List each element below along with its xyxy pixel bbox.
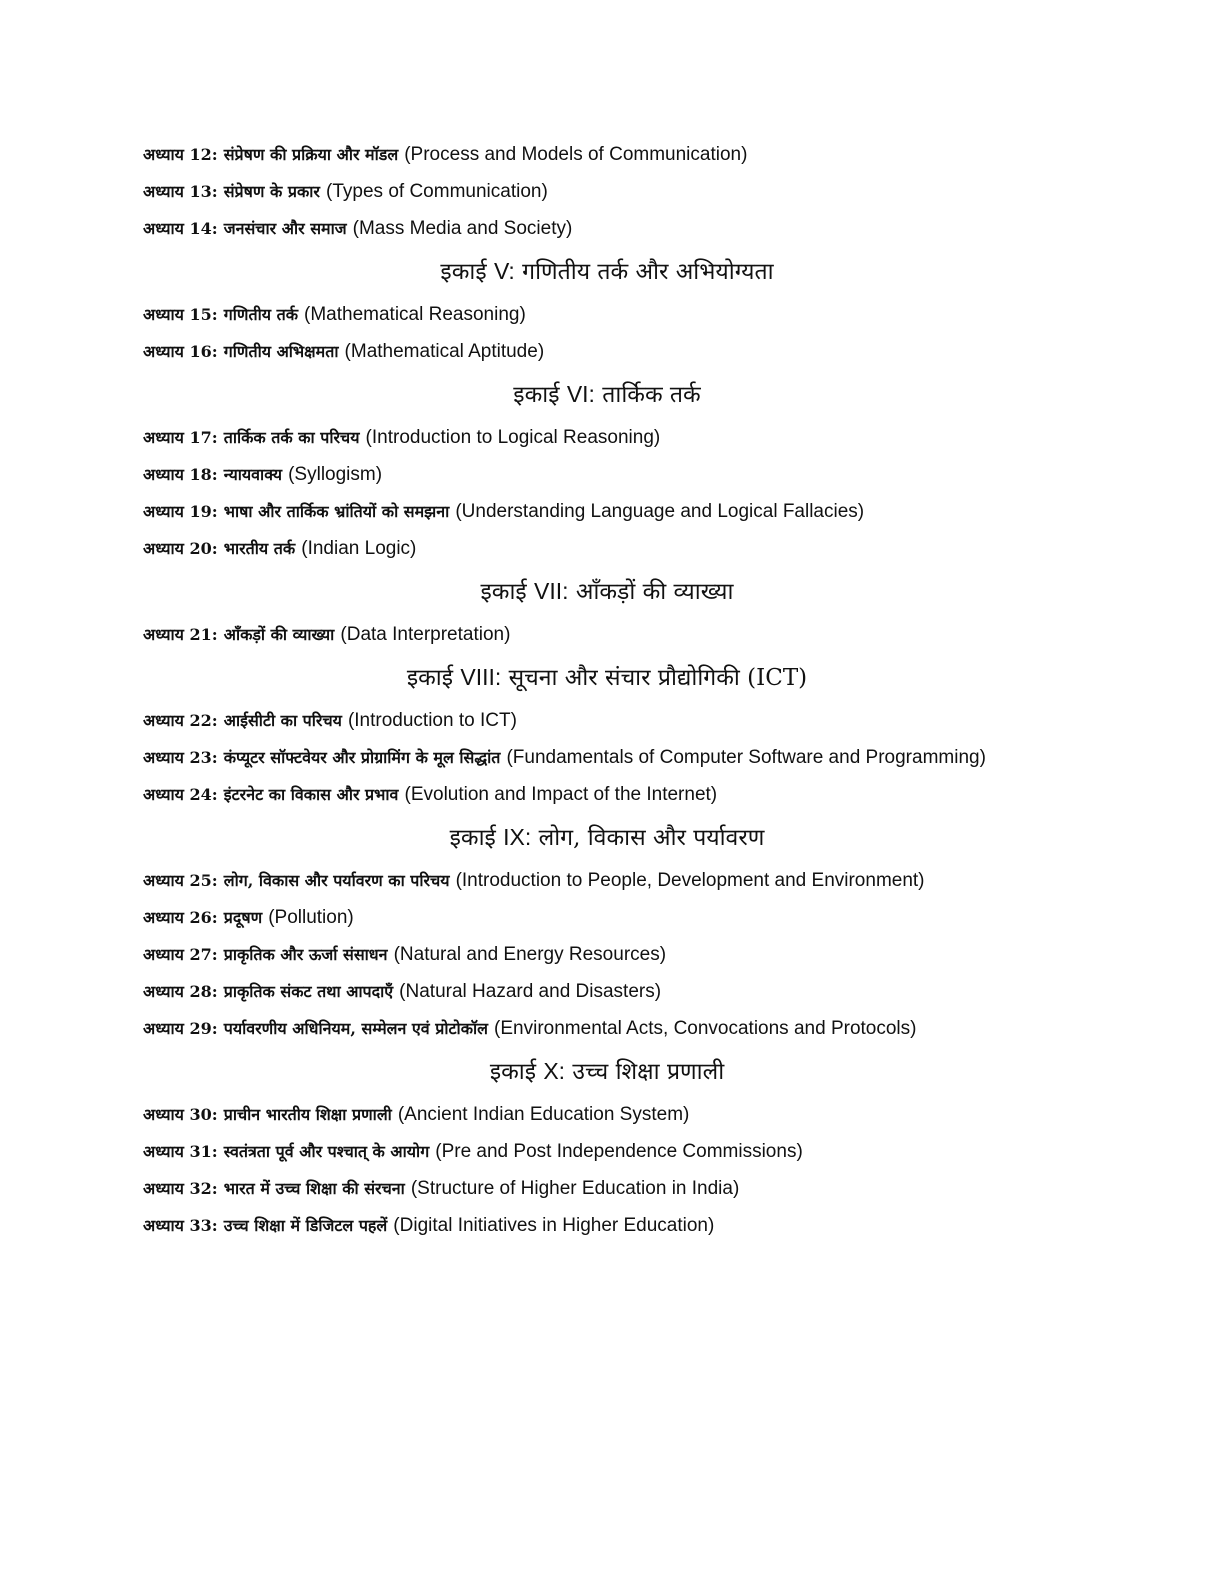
chapter-entry [143,532,1071,565]
chapter-title-hindi: आँकड़ों की व्याख्या [223,625,335,644]
unit-heading [143,573,1071,610]
chapter-title-english: (Pollution) [268,907,354,928]
chapter-title-english: (Process and Models of Communication) [404,144,748,165]
chapter-entry [143,704,1071,737]
unit-prefix: इकाई [406,665,454,691]
chapter-title-hindi: पर्यावरणीय अधिनियम, सम्मेलन एवं प्रोटोकॉल [223,1019,488,1038]
chapter-title-hindi: स्वतंत्रता पूर्व और पश्चात् के आयोग [223,1142,430,1161]
chapter-title-hindi: प्राकृतिक संकट तथा आपदाएँ [223,982,394,1001]
chapter-list [143,138,1071,1242]
unit-title: तार्किक तर्क [602,382,701,408]
unit-prefix: इकाई [513,382,560,408]
unit-number: VIII: [460,664,502,690]
chapter-title-hindi: गणितीय अभिक्षमता [223,342,339,361]
unit-heading [143,253,1071,290]
chapter-title-hindi: लोग, विकास और पर्यावरण का परिचय [223,871,450,890]
chapter-title-hindi: जनसंचार और समाज [223,219,347,238]
chapter-entry [143,864,1071,897]
chapter-number: अध्याय 19: [143,502,218,521]
unit-prefix: इकाई [440,259,487,285]
chapter-entry [143,938,1071,971]
chapter-number: अध्याय 25: [143,871,218,890]
chapter-title-english: (Mass Media and Society) [352,218,573,239]
chapter-entry [143,1172,1071,1205]
chapter-entry [143,1098,1071,1131]
unit-title: उच्च शिक्षा प्रणाली [572,1059,725,1085]
chapter-title-hindi: आईसीटी का परिचय [223,711,342,730]
chapter-title-hindi: तार्किक तर्क का परिचय [223,428,360,447]
chapter-entry [143,778,1071,811]
chapter-number: अध्याय 29: [143,1019,218,1038]
unit-heading [143,376,1071,413]
unit-number: IX: [503,824,532,850]
chapter-title-hindi: प्रदूषण [223,908,263,927]
chapter-title-hindi: प्राकृतिक और ऊर्जा संसाधन [223,945,388,964]
chapter-title-english: (Indian Logic) [301,538,417,559]
chapter-number: अध्याय 12: [143,145,218,164]
chapter-title-hindi: भारतीय तर्क [223,539,296,558]
chapter-title-hindi: उच्च शिक्षा में डिजिटल पहलें [223,1216,388,1235]
chapter-title-english: (Mathematical Reasoning) [304,304,526,325]
chapter-title-hindi: न्यायवाक्य [223,465,283,484]
unit-title: गणितीय तर्क और अभियोग्यता [522,259,774,285]
chapter-entry [143,175,1071,208]
chapter-number: अध्याय 32: [143,1179,218,1198]
chapter-entry [143,298,1071,331]
unit-number: V: [493,258,515,284]
unit-title: सूचना और संचार प्रौद्योगिकी (ICT) [508,665,808,691]
chapter-entry [143,458,1071,491]
unit-number: X: [543,1058,566,1084]
chapter-entry [143,741,1071,774]
chapter-title-english: (Data Interpretation) [340,624,511,645]
unit-heading [143,1053,1071,1090]
chapter-title-english: (Fundamentals of Computer Software and Programming) [506,747,986,768]
chapter-number: अध्याय 21: [143,625,218,644]
chapter-number: अध्याय 27: [143,945,218,964]
chapter-title-hindi: संप्रेषण की प्रक्रिया और मॉडल [223,145,399,164]
chapter-number: अध्याय 23: [143,748,218,767]
chapter-entry [143,212,1071,245]
chapter-title-english: (Natural and Energy Resources) [393,944,667,965]
chapter-entry [143,335,1071,368]
chapter-number: अध्याय 13: [143,182,218,201]
unit-heading [143,819,1071,856]
chapter-entry [143,1012,1071,1045]
unit-number: VII: [534,578,569,604]
unit-prefix: इकाई [449,825,496,851]
chapter-title-hindi: इंटरनेट का विकास और प्रभाव [223,785,399,804]
chapter-title-english: (Types of Communication) [326,181,548,202]
chapter-number: अध्याय 20: [143,539,218,558]
chapter-title-english: (Natural Hazard and Disasters) [399,981,662,1002]
chapter-title-hindi: प्राचीन भारतीय शिक्षा प्रणाली [223,1105,392,1124]
chapter-title-english: (Structure of Higher Education in India) [410,1178,740,1199]
chapter-number: अध्याय 31: [143,1142,218,1161]
chapter-number: अध्याय 26: [143,908,218,927]
chapter-number: अध्याय 22: [143,711,218,730]
chapter-number: अध्याय 18: [143,465,218,484]
chapter-title-english: (Digital Initiatives in Higher Education) [393,1215,715,1236]
unit-heading [143,659,1071,696]
chapter-number: अध्याय 24: [143,785,218,804]
chapter-entry [143,618,1071,651]
chapter-number: अध्याय 30: [143,1105,218,1124]
syllabus-page [143,138,1071,1246]
chapter-number: अध्याय 28: [143,982,218,1001]
unit-number: VI: [566,381,595,407]
chapter-entry [143,1209,1071,1242]
chapter-title-hindi: गणितीय तर्क [223,305,298,324]
chapter-title-english: (Introduction to People, Development and Environment) [455,870,925,891]
chapter-title-english: (Evolution and Impact of the Internet) [404,784,718,805]
chapter-title-english: (Introduction to ICT) [347,710,517,731]
unit-title: आँकड़ों की व्याख्या [575,579,734,605]
chapter-title-english: (Pre and Post Independence Commissions) [435,1141,803,1162]
chapter-title-hindi: भाषा और तार्किक भ्रांतियों को समझना [223,502,450,521]
chapter-title-english: (Environmental Acts, Convocations and Protocols) [494,1018,917,1039]
chapter-entry [143,975,1071,1008]
chapter-title-english: (Ancient Indian Education System) [397,1104,690,1125]
chapter-entry [143,1135,1071,1168]
chapter-title-hindi: भारत में उच्च शिक्षा की संरचना [223,1179,405,1198]
chapter-number: अध्याय 14: [143,219,218,238]
chapter-title-english: (Introduction to Logical Reasoning) [365,427,661,448]
chapter-number: अध्याय 33: [143,1216,218,1235]
unit-title: लोग, विकास और पर्यावरण [538,825,765,851]
chapter-title-english: (Mathematical Aptitude) [344,341,545,362]
chapter-entry [143,421,1071,454]
chapter-number: अध्याय 17: [143,428,218,447]
chapter-title-hindi: संप्रेषण के प्रकार [223,182,320,201]
chapter-entry [143,495,1071,528]
chapter-number: अध्याय 16: [143,342,218,361]
unit-prefix: इकाई [480,579,527,605]
chapter-title-english: (Syllogism) [288,464,383,485]
unit-prefix: इकाई [489,1059,537,1085]
chapter-title-hindi: कंप्यूटर सॉफ्टवेयर और प्रोग्रामिंग के मूल सिद्धांत [223,748,501,767]
chapter-entry [143,138,1071,171]
chapter-title-english: (Understanding Language and Logical Fallacies) [455,501,865,522]
chapter-entry [143,901,1071,934]
chapter-number: अध्याय 15: [143,305,218,324]
